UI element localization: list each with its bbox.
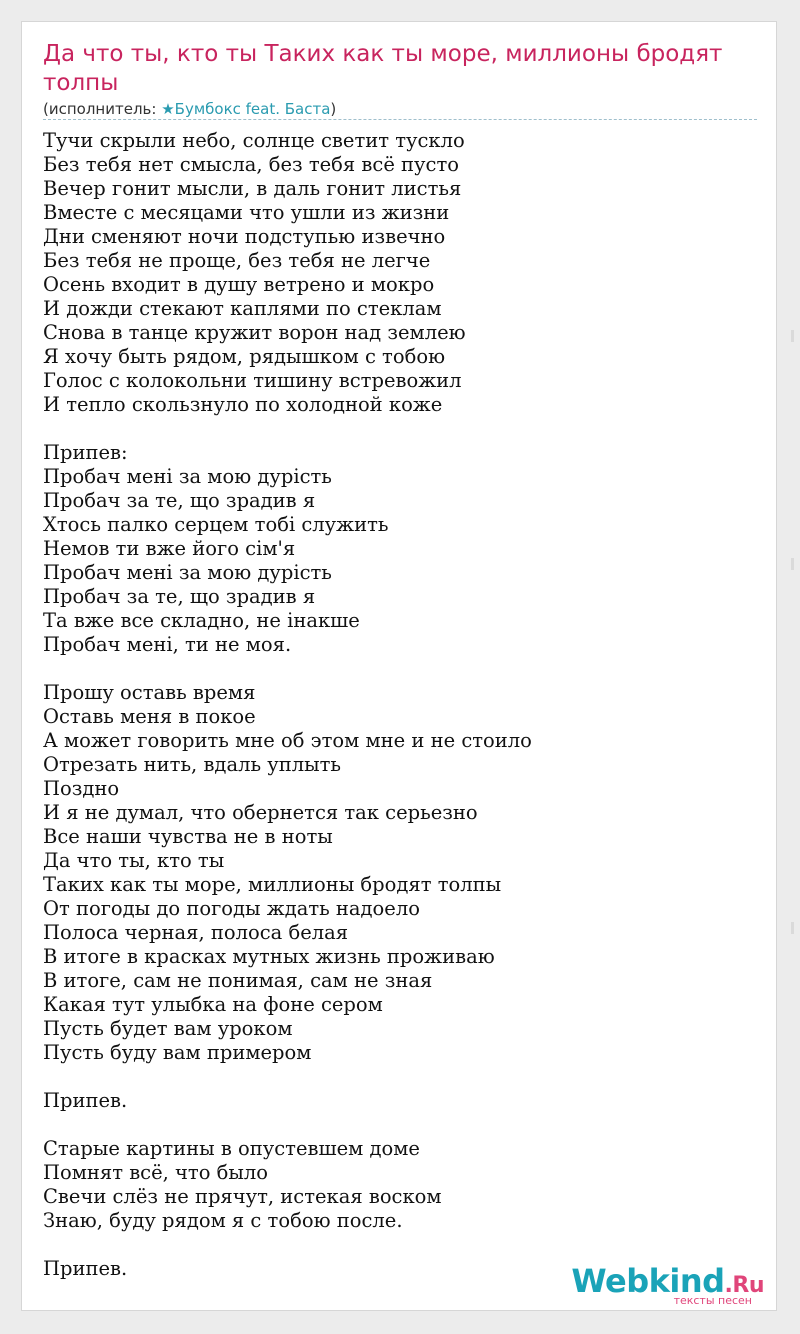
lyric-line: Без тебя не проще, без тебя не легче <box>43 249 431 272</box>
scroll-marker <box>791 330 794 342</box>
lyric-line: В итоге в красках мутных жизнь проживаю <box>43 945 495 968</box>
lyric-line: Голос с колокольни тишину встревожил <box>43 369 462 392</box>
site-logo[interactable] <box>571 1262 772 1308</box>
lyric-line: Полоса черная, полоса белая <box>43 921 349 944</box>
lyric-line: Все наши чувства не в ноты <box>43 825 333 848</box>
performer-prefix: (исполнитель: <box>43 100 162 118</box>
lyric-line: Пусть будет вам уроком <box>43 1017 293 1040</box>
lyric-line: Свечи слёз не прячут, истекая воском <box>43 1185 442 1208</box>
lyrics-card <box>21 21 777 1311</box>
lyric-line: Я хочу быть рядом, рядышком с тобою <box>43 345 446 368</box>
lyric-line: Без тебя нет смысла, без тебя всё пусто <box>43 153 459 176</box>
lyric-line: Помнят всё, что было <box>43 1161 269 1184</box>
lyric-line: Оставь меня в покое <box>43 705 256 728</box>
lyric-line: Тучи скрыли небо, солнце светит тускло <box>43 129 465 152</box>
lyric-line: Отрезать нить, вдаль уплыть <box>43 753 342 776</box>
song-title: Да что ты, кто ты Таких как ты море, миллионы бродят толпы <box>43 41 723 96</box>
scroll-marker <box>791 558 794 570</box>
lyric-line: Осень входит в душу ветрено и мокро <box>43 273 435 296</box>
logo-tagline: тексты песен <box>673 1294 752 1307</box>
lyric-line: Пробач за те, що зрадив я <box>43 585 316 608</box>
lyric-line: В итоге, сам не понимая, сам не зная <box>43 969 433 992</box>
lyric-line: Хтось палко серцем тобі служить <box>43 513 389 536</box>
star-icon: ★ <box>161 100 175 118</box>
performer-line <box>43 100 336 118</box>
lyric-line: И дожди стекают каплями по стеклам <box>43 297 442 320</box>
lyric-line: Таких как ты море, миллионы бродят толпы <box>43 873 502 896</box>
lyric-line: Припев: <box>43 441 128 464</box>
lyric-line: Старые картины в опустевшем доме <box>43 1137 420 1160</box>
lyric-line: Пробач мені, ти не моя. <box>43 633 292 656</box>
lyric-line: Немов ти вже його сім'я <box>43 537 296 560</box>
lyric-line: От погоды до погоды ждать надоело <box>43 897 420 920</box>
performer-suffix: ) <box>330 100 337 118</box>
title-divider <box>43 119 757 120</box>
logo-name: Webkind <box>571 1262 725 1300</box>
lyric-line: Вечер гонит мысли, в даль гонит листья <box>43 177 462 200</box>
artist-link[interactable] <box>161 100 330 118</box>
lyric-line: Какая тут улыбка на фоне сером <box>43 993 383 1016</box>
lyric-line: Знаю, буду рядом я с тобою после. <box>43 1209 403 1232</box>
lyric-line: Поздно <box>43 777 120 800</box>
lyric-line: Та вже все складно, не інакше <box>43 609 360 632</box>
lyric-line: Припев. <box>43 1257 128 1280</box>
lyric-line: Вместе с месяцами что ушли из жизни <box>43 201 450 224</box>
lyric-blank-line <box>43 657 743 681</box>
lyric-blank-line <box>43 1113 743 1137</box>
lyric-line: Припев. <box>43 1089 128 1112</box>
scroll-marker <box>791 922 794 934</box>
lyrics-text <box>43 129 743 1281</box>
lyric-line: Дни сменяют ночи подступью извечно <box>43 225 446 248</box>
lyric-line: И я не думал, что обернется так серьезно <box>43 801 478 824</box>
logo-suffix: .Ru <box>724 1273 764 1298</box>
lyric-line: Пробач мені за мою дурість <box>43 561 332 584</box>
lyric-line: Пробач за те, що зрадив я <box>43 489 316 512</box>
lyric-blank-line <box>43 1065 743 1089</box>
lyric-line: Пробач мені за мою дурість <box>43 465 332 488</box>
lyric-line: И тепло скользнуло по холодной коже <box>43 393 443 416</box>
lyric-line: А может говорить мне об этом мне и не стоило <box>43 729 532 752</box>
lyric-blank-line <box>43 1233 743 1257</box>
lyric-line: Прошу оставь время <box>43 681 256 704</box>
lyric-blank-line <box>43 417 743 441</box>
lyric-line: Да что ты, кто ты <box>43 849 225 872</box>
lyric-line: Пусть буду вам примером <box>43 1041 312 1064</box>
lyric-line: Снова в танце кружит ворон над землею <box>43 321 466 344</box>
artist-name: Бумбокс feat. Баста <box>174 100 331 118</box>
